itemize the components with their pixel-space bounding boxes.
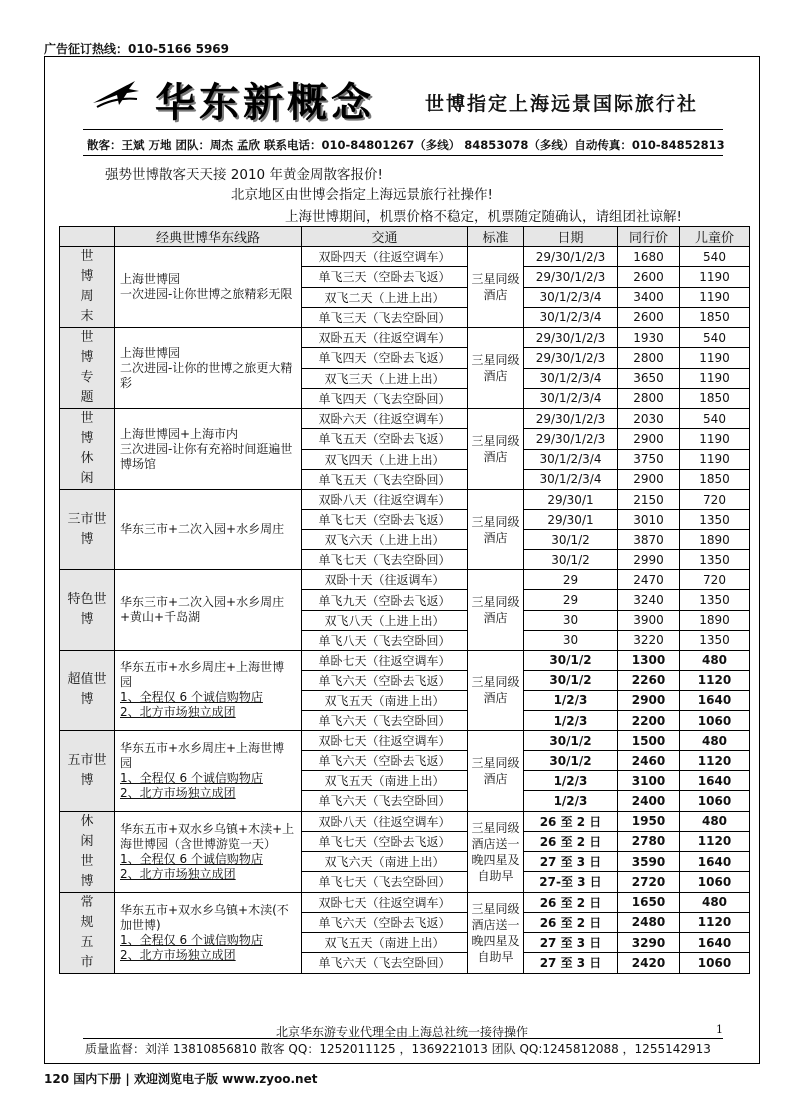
header-cell-price: 同行价 [618,227,680,247]
route-line: 上海世博园+上海市内 [120,426,239,441]
transport-cell: 单飞三天（飞去空卧回） [302,307,468,327]
route-line: 三次进园-让你有充裕时间逛遍世博场馆 [120,441,293,471]
route-line: 1、全程仅 6 个诚信购物店 [120,770,263,785]
transport-cell: 双飞六天（上进上出） [302,530,468,550]
footer-contact-line: 质量监督：刘洋 13810856810 散客 QQ：1252011125 ，1369221013 团队 QQ:1245812088 ，1255142913 [85,1042,711,1056]
price-cell: 2800 [618,348,680,368]
table-row [60,731,750,751]
price-cell: 2600 [618,307,680,327]
transport-cell: 双飞四天（上进上出） [302,449,468,469]
date-cell: 27 至 3 日 [524,852,618,872]
brand-subtitle: 世博指定上海远景国际旅行社 [425,93,699,115]
date-cell: 26 至 2 日 [524,912,618,932]
price-cell: 1680 [618,247,680,267]
route-cell [115,490,302,570]
child-price-cell: 1190 [680,449,750,469]
route-line: 1、全程仅 6 个诚信购物店 [120,932,263,947]
transport-cell: 双飞八天（上进上出） [302,610,468,630]
price-cell: 3100 [618,771,680,791]
route-line: 2、北方市场独立成团 [120,785,236,800]
date-cell: 30/1/2/3/4 [524,449,618,469]
child-price-cell: 1890 [680,610,750,630]
route-line: 华东三市+二次入园+水乡周庄 [120,522,285,537]
child-price-cell: 1060 [680,791,750,811]
route-cell [115,892,302,973]
category-cell: 世 博 周 末 [60,247,115,328]
standard-cell: 三星同级酒店 [468,570,524,650]
airplane-logo-icon [89,73,141,111]
category-cell: 世 博 休 闲 [60,409,115,490]
contact-line: 散客：王斌 万地 团队：周杰 孟欣 联系电话：010-84801267（多线） 84853078（多线）自动传真：010-84852813 [87,138,725,152]
route-line: 上海世博园 [120,345,181,360]
divider [83,129,723,130]
notice-1: 强势世博散客天天接 2010 年黄金周散客报价! [105,167,383,183]
child-price-cell: 540 [680,328,750,348]
transport-cell: 单飞四天（飞去空卧回） [302,388,468,408]
transport-cell: 单飞六天（飞去空卧回） [302,711,468,731]
route-line: 华东三市+二次入园+水乡周庄+黄山+千岛湖 [120,595,285,625]
table-header-row [60,227,750,247]
child-price-cell: 1350 [680,550,750,570]
table-row [60,811,750,831]
child-price-cell: 1350 [680,590,750,610]
price-cell: 3240 [618,590,680,610]
table-row [60,328,750,348]
date-cell: 1/2/3 [524,711,618,731]
date-cell: 26 至 2 日 [524,811,618,831]
transport-cell: 单飞七天（飞去空卧回） [302,550,468,570]
child-price-cell: 540 [680,247,750,267]
price-cell: 2780 [618,831,680,851]
transport-cell: 双卧五天（往返空调车） [302,328,468,348]
route-line: 华东五市+双水乡乌镇+木渎+上海世博园（含世博游览一天） [120,821,295,851]
date-cell: 1/2/3 [524,791,618,811]
date-cell: 30/1/2 [524,751,618,771]
standard-cell: 三星同级酒店 [468,247,524,328]
date-cell: 1/2/3 [524,771,618,791]
footer-operator-line: 北京华东游专业代理全由上海总社统一接待操作 [275,1025,528,1039]
child-price-cell: 1190 [680,348,750,368]
route-line: 1、全程仅 6 个诚信购物店 [120,690,263,705]
date-cell: 30/1/2 [524,670,618,690]
date-cell: 30/1/2 [524,530,618,550]
notice-3: 上海世博期间，机票价格不稳定，机票随定随确认，请组团社谅解! [285,209,682,225]
child-price-cell: 1120 [680,670,750,690]
date-cell: 29/30/1/2/3 [524,247,618,267]
child-price-cell: 720 [680,570,750,590]
table-row [60,490,750,510]
route-line: 上海世博园 [120,272,181,286]
date-cell: 29 [524,590,618,610]
price-cell: 2470 [618,570,680,590]
child-price-cell: 1350 [680,630,750,650]
category-cell: 超值世博 [60,650,115,730]
route-cell [115,247,302,328]
child-price-cell: 1640 [680,852,750,872]
child-price-cell: 1190 [680,429,750,449]
standard-cell: 三星同级酒店 [468,328,524,409]
transport-cell: 双飞二天（上进上出） [302,287,468,307]
standard-cell: 三星同级酒店 [468,731,524,811]
price-cell: 2600 [618,267,680,287]
page-frame [44,56,760,1064]
child-price-cell: 1640 [680,690,750,710]
route-cell [115,811,302,892]
date-cell: 30/1/2 [524,550,618,570]
date-cell: 30 [524,610,618,630]
price-table [59,226,750,974]
transport-cell: 单飞三天（空卧去飞返） [302,267,468,287]
date-cell: 30/1/2/3/4 [524,469,618,489]
price-cell: 2990 [618,550,680,570]
route-line: 1、全程仅 6 个诚信购物店 [120,851,263,866]
child-price-cell: 1850 [680,469,750,489]
child-price-cell: 1190 [680,287,750,307]
child-price-cell: 1120 [680,751,750,771]
date-cell: 30/1/2/3/4 [524,307,618,327]
transport-cell: 双卧四天（往返空调车） [302,247,468,267]
price-cell: 2030 [618,409,680,429]
table-body [60,247,750,974]
standard-cell: 三星同级酒店 [468,650,524,730]
date-cell: 1/2/3 [524,690,618,710]
price-cell: 1930 [618,328,680,348]
child-price-cell: 1060 [680,711,750,731]
standard-cell: 三星同级酒店送一晚四星及自助早 [468,892,524,973]
date-cell: 27-至 3 日 [524,872,618,892]
price-cell: 2900 [618,469,680,489]
header [45,57,759,131]
route-line: 华东五市+双水乡乌镇+木渎(不加世博) [120,902,289,932]
price-cell: 2420 [618,953,680,973]
divider [83,1038,723,1039]
transport-cell: 双卧六天（往返空调车） [302,409,468,429]
child-price-cell: 1120 [680,831,750,851]
price-cell: 3590 [618,852,680,872]
date-cell: 30/1/2/3/4 [524,287,618,307]
route-cell [115,570,302,650]
child-price-cell: 1120 [680,912,750,932]
bottom-page-label: 120 国内下册 | 欢迎浏览电子版 www.zyoo.net [44,1072,318,1086]
transport-cell: 双卧十天（往返调车） [302,570,468,590]
price-cell: 1950 [618,811,680,831]
transport-cell: 单飞六天（空卧去飞返） [302,751,468,771]
category-cell: 特色世博 [60,570,115,650]
child-price-cell: 480 [680,811,750,831]
child-price-cell: 1350 [680,510,750,530]
date-cell: 30/1/2/3/4 [524,368,618,388]
date-cell: 30/1/2 [524,731,618,751]
price-cell: 2800 [618,388,680,408]
transport-cell: 单飞六天（空卧去飞返） [302,912,468,932]
route-line: 2、北方市场独立成团 [120,947,236,962]
transport-cell: 双飞三天（上进上出） [302,368,468,388]
price-cell: 3400 [618,287,680,307]
date-cell: 30/1/2 [524,650,618,670]
price-cell: 2900 [618,690,680,710]
child-price-cell: 1640 [680,933,750,953]
price-cell: 1300 [618,650,680,670]
category-cell: 休 闲 世 博 [60,811,115,892]
header-cell-route: 经典世博华东线路 [115,227,302,247]
price-cell: 2720 [618,872,680,892]
price-cell: 1650 [618,892,680,912]
transport-cell: 双卧八天（往返空调车） [302,811,468,831]
date-cell: 29/30/1/2/3 [524,328,618,348]
transport-cell: 单飞六天（飞去空卧回） [302,791,468,811]
date-cell: 30/1/2/3/4 [524,388,618,408]
transport-cell: 单飞七天（飞去空卧回） [302,872,468,892]
table-row [60,247,750,267]
ad-hotline: 广告征订热线：010-5166 5969 [44,42,230,56]
child-price-cell: 480 [680,731,750,751]
route-line: 2、北方市场独立成团 [120,866,236,881]
transport-cell: 单飞九天（空卧去飞返） [302,590,468,610]
transport-cell: 双飞五天（南进上出） [302,690,468,710]
price-cell: 1500 [618,731,680,751]
standard-cell: 三星同级酒店 [468,490,524,570]
date-cell: 29 [524,570,618,590]
route-line: 2、北方市场独立成团 [120,705,236,720]
price-cell: 2480 [618,912,680,932]
transport-cell: 双飞五天（南进上出） [302,771,468,791]
child-price-cell: 480 [680,892,750,912]
transport-cell: 单飞六天（空卧去飞返） [302,670,468,690]
transport-cell: 双飞六天（南进上出） [302,852,468,872]
category-cell: 五市世博 [60,731,115,811]
header-cell-transport: 交通 [302,227,468,247]
date-cell: 26 至 2 日 [524,831,618,851]
header-cell-blank [60,227,115,247]
header-cell-date: 日期 [524,227,618,247]
child-price-cell: 1190 [680,267,750,287]
child-price-cell: 480 [680,650,750,670]
divider [83,155,723,156]
transport-cell: 双卧八天（往返空调车） [302,490,468,510]
transport-cell: 单飞八天（飞去空卧回） [302,630,468,650]
date-cell: 30 [524,630,618,650]
transport-cell: 双卧七天（往返空调车） [302,892,468,912]
child-price-cell: 1850 [680,388,750,408]
price-cell: 3650 [618,368,680,388]
price-cell: 3220 [618,630,680,650]
date-cell: 29/30/1/2/3 [524,348,618,368]
date-cell: 27 至 3 日 [524,933,618,953]
date-cell: 29/30/1 [524,490,618,510]
child-price-cell: 1890 [680,530,750,550]
category-cell: 三市世博 [60,490,115,570]
standard-cell: 三星同级酒店送一晚四星及自助早 [468,811,524,892]
price-cell: 2150 [618,490,680,510]
route-line: 二次进园-让你的世博之旅更大精彩 [120,360,293,390]
date-cell: 29/30/1/2/3 [524,409,618,429]
price-cell: 3750 [618,449,680,469]
transport-cell: 单飞七天（空卧去飞返） [302,831,468,851]
date-cell: 29/30/1/2/3 [524,267,618,287]
child-price-cell: 1060 [680,872,750,892]
transport-cell: 单卧七天（往返空调车） [302,650,468,670]
page-number: 1 [716,1023,723,1036]
transport-cell: 单飞七天（空卧去飞返） [302,510,468,530]
date-cell: 29/30/1 [524,510,618,530]
price-cell: 2900 [618,429,680,449]
transport-cell: 单飞五天（飞去空卧回） [302,469,468,489]
brand-title: 华东新概念 [155,80,375,126]
table-row [60,409,750,429]
price-cell: 2200 [618,711,680,731]
price-cell: 2260 [618,670,680,690]
price-cell: 2400 [618,791,680,811]
price-cell: 3870 [618,530,680,550]
child-price-cell: 1060 [680,953,750,973]
child-price-cell: 1640 [680,771,750,791]
transport-cell: 双卧七天（往返空调车） [302,731,468,751]
table-row [60,570,750,590]
child-price-cell: 720 [680,490,750,510]
date-cell: 27 至 3 日 [524,953,618,973]
category-cell: 常 规 五 市 [60,892,115,973]
route-cell [115,650,302,730]
transport-cell: 单飞四天（空卧去飞返） [302,348,468,368]
price-cell: 3900 [618,610,680,630]
route-line: 华东五市+水乡周庄+上海世博园 [120,660,285,690]
price-cell: 3290 [618,933,680,953]
price-cell: 3010 [618,510,680,530]
header-cell-child-price: 儿童价 [680,227,750,247]
date-cell: 26 至 2 日 [524,892,618,912]
route-cell [115,328,302,409]
transport-cell: 单飞六天（飞去空卧回） [302,953,468,973]
child-price-cell: 1850 [680,307,750,327]
header-cell-standard: 标准 [468,227,524,247]
table-row [60,650,750,670]
child-price-cell: 540 [680,409,750,429]
route-cell [115,409,302,490]
notice-2: 北京地区由世博会指定上海远景旅行社操作! [231,187,493,203]
date-cell: 29/30/1/2/3 [524,429,618,449]
price-cell: 2460 [618,751,680,771]
transport-cell: 单飞五天（空卧去飞返） [302,429,468,449]
transport-cell: 双飞五天（南进上出） [302,933,468,953]
child-price-cell: 1190 [680,368,750,388]
route-cell [115,731,302,811]
route-line: 一次进园-让你世博之旅精彩无限 [120,287,293,301]
table-row [60,892,750,912]
standard-cell: 三星同级酒店 [468,409,524,490]
category-cell: 世 博 专 题 [60,328,115,409]
route-line: 华东五市+水乡周庄+上海世博园 [120,740,285,770]
